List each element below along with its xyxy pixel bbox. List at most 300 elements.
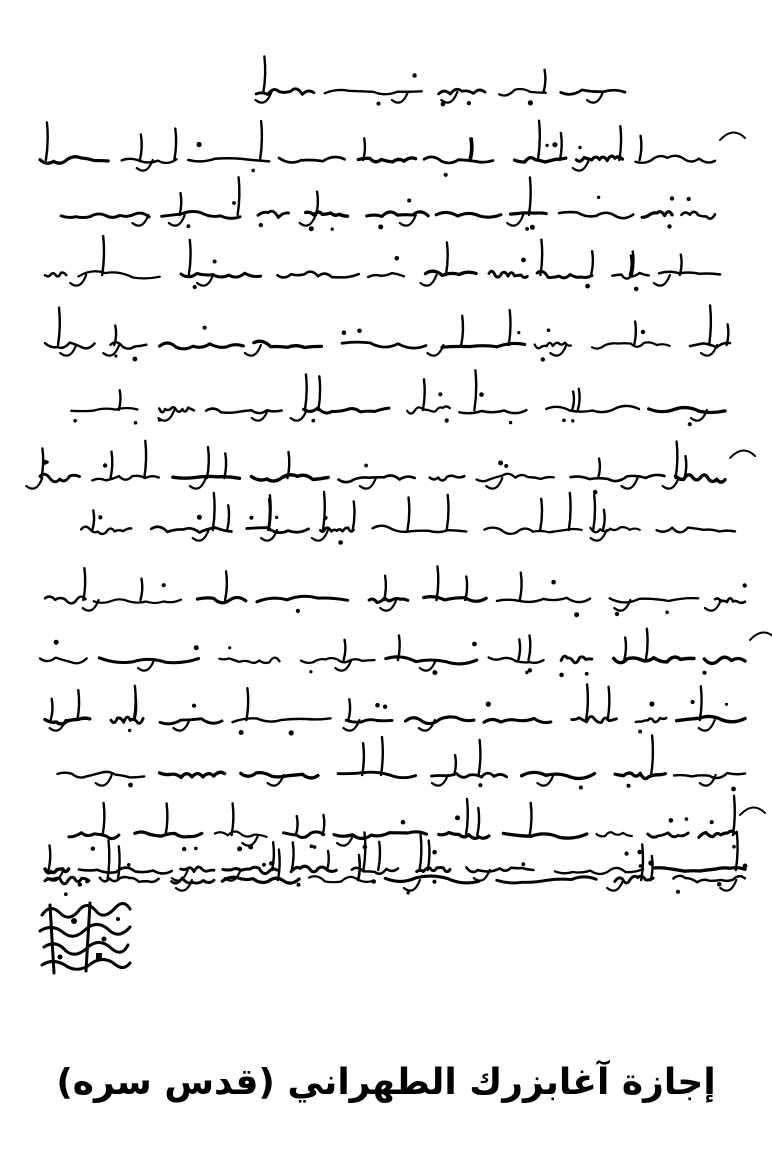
ink-dot	[378, 224, 383, 229]
seal-stamp	[30, 895, 140, 980]
ink-dot	[641, 330, 645, 334]
ink-ascender	[141, 579, 143, 600]
ink-ascender	[640, 136, 642, 160]
ink-dot	[310, 844, 314, 848]
ink-dot	[441, 102, 446, 107]
ink-ascender	[246, 688, 248, 720]
ink-ascender	[58, 308, 60, 345]
ink-dot	[725, 703, 728, 706]
ink-ascender	[608, 687, 610, 720]
ink-descender	[654, 275, 670, 286]
seal-stamp-graphic	[30, 895, 140, 980]
ink-ascender	[578, 389, 580, 410]
ink-stroke	[677, 716, 745, 721]
ink-ascender	[423, 379, 425, 410]
ink-dot	[182, 847, 186, 851]
ink-dot	[687, 197, 691, 201]
ink-descender	[360, 478, 376, 489]
ink-ascender	[180, 193, 182, 215]
ink-ascender	[114, 326, 116, 345]
ink-dot	[444, 173, 448, 177]
ink-ascender	[49, 845, 51, 870]
ink-dot	[551, 580, 556, 585]
ink-dot	[309, 226, 314, 231]
ink-dot	[597, 196, 600, 199]
ink-descender	[138, 660, 154, 671]
ink-ascender	[466, 799, 468, 835]
ink-dot	[45, 460, 48, 463]
ink-dot	[249, 516, 253, 520]
ink-ascender	[189, 240, 191, 275]
ink-ascender	[174, 129, 176, 160]
ink-dot	[239, 730, 244, 735]
ink-ascender	[603, 510, 605, 530]
ink-dot	[194, 847, 198, 851]
ink-stroke	[69, 833, 119, 839]
ink-stroke	[546, 406, 639, 412]
ink-dot	[731, 787, 736, 792]
ink-ascender	[278, 850, 280, 880]
ink-descender	[291, 410, 307, 421]
ink-ascender	[348, 699, 350, 720]
ink-stroke	[111, 717, 143, 723]
ink-stroke	[674, 773, 745, 778]
ink-ascender	[454, 755, 456, 775]
ink-stroke	[291, 866, 336, 872]
ink-dot	[127, 863, 131, 867]
ink-stroke	[431, 773, 506, 777]
ink-dot	[375, 703, 380, 708]
ink-dot	[521, 862, 525, 866]
ink-stroke	[181, 273, 261, 277]
ink-dot	[498, 461, 503, 466]
ink-ascender	[260, 121, 262, 160]
ink-ascender	[428, 841, 430, 870]
ink-dot	[667, 224, 671, 228]
ink-stroke	[320, 528, 353, 532]
ink-stroke	[309, 876, 374, 882]
ink-stroke	[358, 158, 415, 162]
ink-stroke	[342, 342, 426, 348]
ink-dot	[639, 864, 643, 868]
ink-descender	[103, 345, 119, 356]
ink-ascender	[323, 815, 325, 835]
ink-dot	[357, 329, 362, 334]
ink-stroke	[497, 598, 590, 602]
ink-dot	[559, 673, 564, 678]
ink-ascender	[586, 685, 588, 721]
ink-dot	[432, 880, 436, 884]
ink-stroke	[503, 833, 587, 838]
ink-dot	[432, 670, 437, 675]
ink-ascender	[378, 842, 380, 870]
ink-stroke	[61, 213, 149, 218]
ink-stroke	[592, 342, 670, 348]
ink-ascender	[51, 699, 53, 720]
ink-dot	[702, 671, 706, 675]
ink-ascender	[520, 573, 522, 600]
ink-descender	[587, 92, 603, 103]
ink-dot	[648, 860, 653, 865]
ink-stroke	[94, 599, 181, 603]
ink-dot	[743, 583, 747, 587]
ink-descender	[26, 478, 42, 489]
ink-ascender	[362, 743, 364, 775]
ink-stroke	[636, 156, 716, 163]
ink-stroke	[597, 832, 632, 836]
ink-stroke	[466, 868, 533, 872]
ink-dot	[562, 419, 566, 423]
ink-ascender	[102, 236, 104, 275]
ink-ascender	[518, 639, 520, 660]
ink-stroke	[188, 158, 269, 161]
ink-margin-note	[720, 132, 745, 140]
ink-ascender	[651, 856, 653, 880]
ink-dot	[197, 142, 202, 147]
ink-ascender	[572, 392, 574, 410]
ink-dot	[338, 540, 343, 545]
ink-dot	[296, 609, 300, 613]
ink-dot	[412, 73, 416, 77]
ink-stroke	[45, 273, 66, 277]
ink-stroke	[406, 717, 474, 724]
ink-ascender	[207, 447, 209, 478]
ink-dot	[262, 863, 266, 867]
ink-descender	[699, 720, 715, 731]
ink-stroke	[407, 406, 450, 413]
ink-dot	[193, 285, 197, 289]
ink-ascender	[474, 370, 476, 410]
ink-dot	[634, 287, 639, 292]
ink-ascender	[593, 495, 595, 530]
ink-ascender	[437, 566, 439, 600]
ink-margin-note	[740, 807, 765, 815]
ink-ascender	[634, 322, 636, 346]
ink-stroke	[426, 271, 477, 275]
ink-stroke	[436, 212, 501, 217]
ink-dot	[134, 421, 138, 425]
ink-stroke	[99, 658, 198, 663]
ink-stroke	[576, 156, 622, 161]
ink-ascender	[560, 133, 562, 160]
ink-dot	[197, 515, 202, 520]
ink-dot	[571, 419, 574, 422]
ink-dot	[232, 201, 236, 205]
ink-ascender	[630, 256, 632, 276]
ink-stroke	[459, 410, 526, 413]
ink-ascender	[305, 375, 307, 411]
ink-ascender	[398, 636, 400, 661]
ink-descender	[400, 215, 416, 226]
ink-dot	[743, 864, 748, 869]
ink-dot	[331, 228, 334, 231]
ink-dot	[530, 225, 535, 230]
ink-stroke	[642, 212, 672, 218]
ink-dot	[251, 169, 255, 173]
ink-stroke	[197, 597, 245, 602]
ink-stroke	[610, 598, 699, 602]
ink-dot	[289, 730, 294, 735]
ink-stroke	[484, 719, 551, 723]
ink-stroke	[561, 656, 592, 663]
ink-dot	[615, 612, 619, 616]
ink-stroke	[477, 474, 554, 481]
ink-stroke	[659, 272, 720, 275]
ink-ascender	[166, 804, 168, 836]
ink-ascender	[540, 240, 542, 275]
ink-dot	[383, 705, 387, 709]
ink-stroke	[417, 868, 450, 872]
ink-dot	[91, 847, 95, 851]
ink-stroke	[58, 772, 145, 778]
ink-stroke	[160, 343, 244, 349]
ink-ascender	[700, 686, 702, 720]
ink-dot	[311, 419, 315, 423]
ink-stroke	[159, 407, 194, 412]
ink-ascender	[569, 493, 571, 530]
ink-stroke	[338, 772, 416, 777]
ink-stroke	[368, 273, 404, 277]
ink-ascender	[238, 177, 240, 215]
ink-ascender	[646, 629, 648, 660]
ink-stroke	[572, 716, 617, 722]
ink-dot	[275, 516, 278, 519]
ink-dot	[192, 704, 196, 708]
ink-ascender	[144, 441, 146, 478]
ink-stroke	[334, 832, 427, 839]
ink-dot	[578, 146, 581, 149]
ink-dot	[213, 260, 217, 264]
ink-ascender	[624, 638, 626, 660]
ink-descender	[197, 275, 213, 286]
ink-stroke	[537, 271, 592, 278]
ink-ascender	[408, 497, 410, 530]
ink-dot	[228, 646, 231, 649]
ink-stroke	[657, 528, 735, 533]
ink-ascender	[77, 690, 79, 720]
ink-stroke	[615, 773, 665, 778]
ink-descender	[663, 478, 679, 489]
ink-stroke	[278, 272, 359, 278]
ink-ascender	[119, 390, 121, 410]
ink-dot	[517, 331, 520, 334]
ink-stroke	[442, 343, 525, 347]
ink-ascender	[538, 121, 540, 160]
ink-ascender	[384, 576, 386, 600]
ink-stroke	[484, 528, 581, 534]
ink-stroke	[499, 89, 546, 95]
ink-ascender	[288, 452, 290, 478]
ink-stroke	[655, 868, 745, 872]
ink-ascender	[540, 499, 542, 530]
ink-dot	[158, 419, 161, 422]
ink-stroke	[284, 832, 324, 838]
ink-dot	[133, 357, 138, 362]
ink-stroke	[81, 527, 131, 534]
ink-ascender	[103, 803, 105, 835]
ink-stroke	[555, 868, 643, 874]
ink-ascender	[272, 842, 274, 870]
ink-stroke	[160, 772, 225, 777]
ink-descender	[132, 215, 148, 226]
ink-stroke	[78, 271, 159, 278]
ink-stroke	[369, 598, 408, 603]
ink-ascender	[529, 635, 531, 660]
ink-stroke	[40, 474, 80, 482]
ink-ascender	[509, 310, 511, 345]
ink-stroke	[590, 527, 639, 532]
ink-stroke	[522, 772, 595, 778]
ink-dot	[237, 846, 242, 851]
ink-dot	[669, 818, 674, 823]
ink-stroke	[135, 832, 202, 837]
ink-stroke	[424, 597, 487, 602]
ink-ascender	[530, 803, 532, 835]
ink-stroke	[40, 157, 108, 164]
ink-stroke	[301, 658, 375, 663]
ink-stroke	[385, 876, 478, 883]
ink-ascender	[641, 845, 643, 881]
ink-dot	[259, 223, 263, 227]
ink-dot	[309, 670, 312, 673]
ink-ascender	[263, 57, 265, 93]
ink-dot	[395, 256, 400, 261]
ink-dot	[691, 700, 695, 704]
ink-ascender	[318, 376, 320, 410]
ink-stroke	[122, 159, 177, 163]
ink-dot	[521, 258, 526, 263]
ink-ascender	[651, 736, 653, 776]
ink-ascender	[736, 832, 738, 870]
ink-dot	[638, 730, 642, 734]
ink-margin-note	[750, 632, 772, 640]
ink-dot	[509, 421, 512, 424]
ink-stroke	[206, 409, 282, 414]
ink-stroke	[649, 408, 725, 413]
ink-stroke	[279, 157, 345, 163]
ink-dot	[54, 640, 59, 645]
ink-dot	[472, 642, 477, 647]
ink-stroke	[704, 657, 745, 663]
ink-dot	[627, 784, 631, 788]
ink-ascender	[544, 70, 546, 92]
ink-dot	[313, 845, 317, 849]
ink-ascender	[232, 803, 234, 835]
ink-stroke	[346, 720, 392, 723]
ink-dot	[665, 611, 669, 615]
ink-dot	[545, 144, 548, 147]
ink-stroke	[151, 527, 231, 533]
ink-dot	[649, 701, 654, 706]
ink-stroke	[424, 157, 493, 163]
ink-stroke	[559, 212, 633, 218]
ink-stroke	[676, 475, 726, 482]
ink-ascender	[46, 123, 48, 161]
ink-dot	[445, 418, 449, 422]
ink-ascender	[381, 737, 383, 775]
ink-descender	[705, 600, 721, 611]
ink-stroke	[162, 211, 241, 218]
ink-stroke	[181, 867, 214, 872]
ink-dot	[297, 883, 301, 887]
ink-dot	[579, 786, 583, 790]
ink-dot	[401, 820, 406, 825]
ink-ascender	[225, 572, 227, 601]
ink-stroke	[673, 876, 745, 882]
ink-ascender	[676, 442, 678, 478]
ink-ascender	[292, 842, 294, 870]
ink-stroke	[306, 212, 348, 216]
ink-stroke	[258, 211, 289, 217]
ink-ascender	[477, 808, 479, 835]
ink-dot	[248, 845, 253, 850]
ink-stroke	[257, 596, 348, 601]
ink-margin-note	[730, 450, 755, 458]
ink-ascender	[227, 505, 229, 530]
ink-ascender	[465, 577, 467, 600]
ink-dot	[128, 783, 133, 788]
ink-dot	[98, 515, 102, 519]
ink-ascender	[353, 502, 355, 531]
ink-ascender	[529, 177, 531, 215]
ink-dot	[467, 101, 471, 105]
ink-stroke	[160, 719, 222, 724]
ink-stroke	[439, 833, 489, 839]
ink-stroke	[439, 89, 485, 94]
ink-dot	[364, 464, 368, 468]
ink-dot	[455, 815, 460, 820]
ink-stroke	[489, 271, 527, 277]
ink-descender	[190, 478, 206, 489]
ink-stroke	[699, 831, 735, 837]
ink-dot	[269, 861, 273, 865]
ink-dot	[625, 852, 629, 856]
ink-dot	[525, 227, 529, 231]
ink-ascender	[461, 316, 463, 345]
ink-dot	[407, 199, 411, 203]
ink-dot	[114, 354, 117, 357]
ink-ascender	[709, 306, 711, 346]
ink-dot	[128, 729, 131, 732]
ink-stroke	[92, 476, 158, 481]
ink-stroke	[571, 475, 665, 481]
ink-dot	[486, 702, 491, 707]
ink-ascender	[685, 456, 687, 478]
ink-dot	[438, 392, 442, 396]
ink-ascender	[363, 138, 365, 160]
ink-ascender	[316, 192, 318, 215]
ink-ascender	[727, 324, 729, 345]
ink-dot	[432, 850, 437, 855]
ink-stroke	[45, 597, 86, 604]
ink-ascender	[323, 492, 325, 530]
ink-descender	[245, 345, 261, 356]
ink-ascender	[213, 493, 215, 530]
ink-stroke	[304, 408, 390, 413]
ink-ascender	[447, 495, 449, 530]
ink-dot	[406, 891, 409, 894]
ink-stroke	[636, 718, 666, 722]
ink-dot	[547, 328, 551, 332]
ink-dot	[574, 612, 579, 617]
ink-stroke	[497, 877, 597, 883]
ink-descender	[96, 775, 112, 786]
ink-ascender	[733, 796, 735, 835]
ink-dot	[717, 882, 722, 887]
ink-dot	[685, 817, 689, 821]
ink-ascender	[619, 126, 621, 160]
ink-dot	[710, 820, 714, 824]
